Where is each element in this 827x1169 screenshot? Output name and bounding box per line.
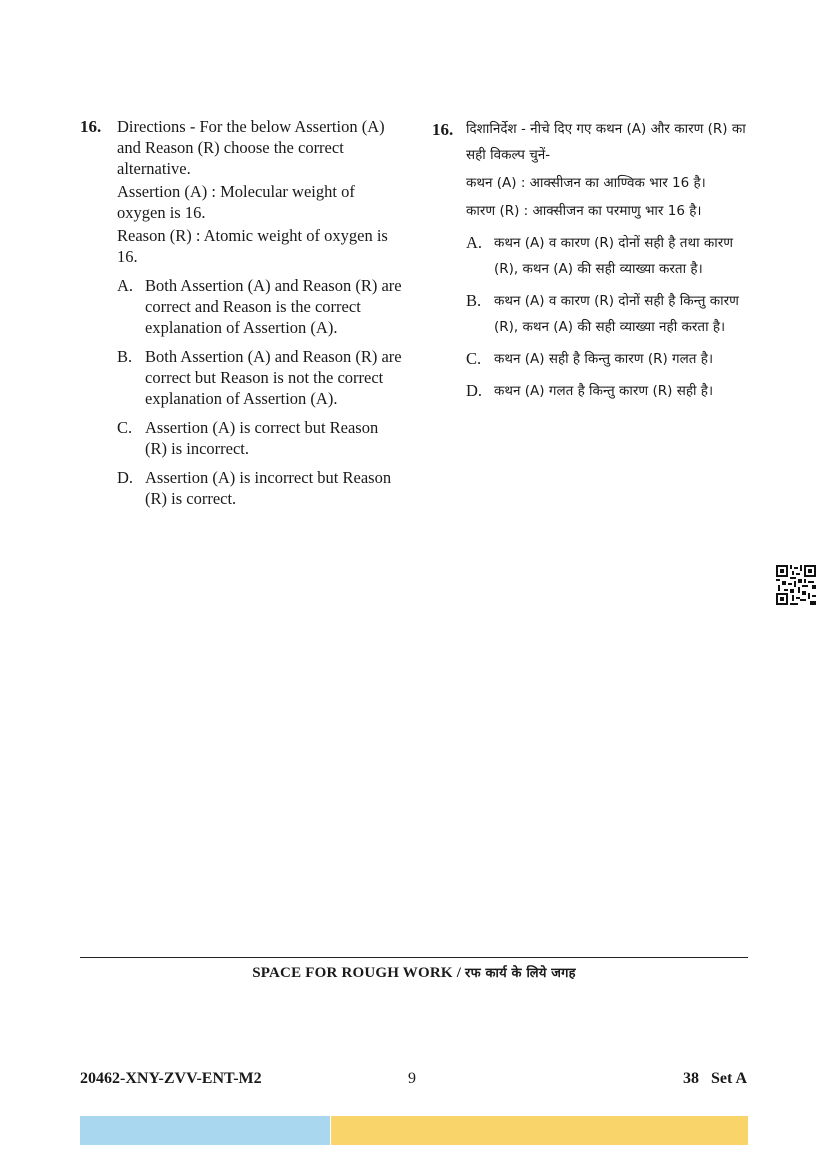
option-text: Both Assertion (A) and Reason (R) are correct but Reason is not the correct explanation of Assertion (A). bbox=[145, 347, 402, 408]
question-english bbox=[80, 116, 402, 509]
option-text: Both Assertion (A) and Reason (R) are correct and Reason is the correct explanation of Assertion (A). bbox=[145, 276, 402, 337]
option-d bbox=[466, 378, 752, 404]
directions-text: Directions - For the below Assertion (A) and Reason (R) choose the correct alternative. bbox=[117, 117, 385, 178]
directions-text: दिशानिर्देश - नीचे दिए गए कथन (A) और कारण (R) का सही विकल्प चुनें- bbox=[466, 121, 746, 163]
option-text: कथन (A) सही है किन्तु कारण (R) गलत है। bbox=[494, 351, 714, 367]
option-d bbox=[117, 467, 402, 509]
option-text: Assertion (A) is incorrect but Reason (R) is correct. bbox=[145, 468, 392, 508]
page-number: 9 bbox=[408, 1070, 416, 1087]
option-text: Assertion (A) is correct but Reason (R) is incorrect. bbox=[145, 418, 379, 458]
footer-bar-blue bbox=[80, 1116, 330, 1145]
option-label: B. bbox=[466, 291, 482, 310]
question-body bbox=[117, 116, 402, 509]
option-text: कथन (A) गलत है किन्तु कारण (R) सही है। bbox=[494, 383, 714, 399]
question-number: 16. bbox=[432, 120, 454, 139]
reason-text: Reason (R) : Atomic weight of oxygen is 16. bbox=[117, 226, 388, 266]
paper-code: 20462-XNY-ZVV-ENT-M2 bbox=[80, 1070, 262, 1087]
option-text: कथन (A) व कारण (R) दोनों सही है किन्तु कारण (R), कथन (A) की सही व्याख्या नही करता है। bbox=[494, 293, 739, 335]
option-label: D. bbox=[117, 468, 134, 487]
rough-work-divider bbox=[80, 957, 748, 958]
rough-work-hindi: रफ कार्य के लिये जगह bbox=[465, 966, 576, 981]
footer-bar-yellow bbox=[331, 1116, 748, 1145]
assertion-text: कथन (A) : आक्सीजन का आण्विक भार 16 है। bbox=[466, 175, 706, 191]
option-label: A. bbox=[117, 276, 134, 295]
option-a bbox=[466, 230, 752, 282]
question-hindi bbox=[432, 116, 752, 404]
option-label: C. bbox=[466, 349, 482, 368]
option-b bbox=[466, 288, 752, 340]
option-label: B. bbox=[117, 347, 133, 366]
option-label: C. bbox=[117, 418, 133, 437]
option-text: कथन (A) व कारण (R) दोनों सही है तथा कारण (R), कथन (A) की सही व्याख्या करता है। bbox=[494, 235, 734, 277]
rough-work-label bbox=[80, 963, 748, 982]
assertion-text: Assertion (A) : Molecular weight of oxygen is 16. bbox=[117, 182, 355, 222]
option-b bbox=[117, 346, 402, 409]
reason-text: कारण (R) : आक्सीजन का परमाणु भार 16 है। bbox=[466, 203, 702, 219]
option-c bbox=[466, 346, 752, 372]
set-label: 38 Set A bbox=[683, 1070, 747, 1087]
qr-code-icon bbox=[776, 565, 816, 605]
rough-work-english: SPACE FOR ROUGH WORK / bbox=[252, 965, 462, 981]
question-number: 16. bbox=[80, 117, 102, 136]
option-label: A. bbox=[466, 233, 483, 252]
option-label: D. bbox=[466, 381, 483, 400]
question-body bbox=[466, 116, 752, 404]
option-a bbox=[117, 275, 402, 338]
option-c bbox=[117, 417, 402, 459]
